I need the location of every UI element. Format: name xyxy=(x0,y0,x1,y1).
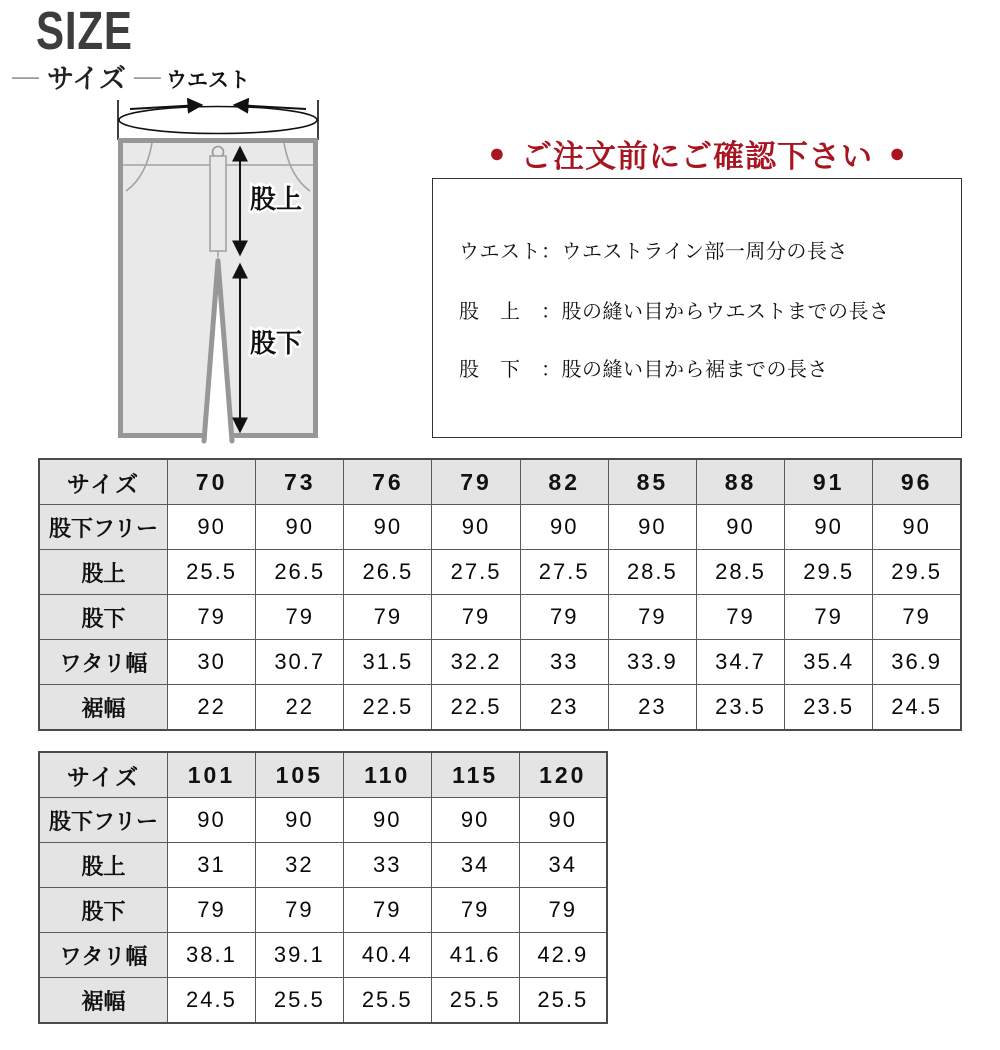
row-label-cell: 股上 xyxy=(39,843,168,888)
row-label-cell: 裾幅 xyxy=(39,685,168,731)
measurement-cell: 23.5 xyxy=(696,685,784,731)
measurement-cell: 79 xyxy=(520,595,608,640)
measurement-cell: 90 xyxy=(344,505,432,550)
size-column-header: 101 xyxy=(168,752,256,798)
table-row xyxy=(39,685,961,731)
measurement-cell: 23.5 xyxy=(785,685,873,731)
row-label-cell: 股下フリー xyxy=(39,798,168,843)
row-label-cell: 股下 xyxy=(39,888,168,933)
table-row xyxy=(39,798,607,843)
table-row xyxy=(39,595,961,640)
measurement-cell: 33 xyxy=(520,640,608,685)
row-label-cell: ワタリ幅 xyxy=(39,933,168,978)
notice-line-waist: ウエスト：ウエストライン部一周分の長さ xyxy=(459,241,848,263)
measurement-cell: 34 xyxy=(519,843,607,888)
measurement-cell: 26.5 xyxy=(344,550,432,595)
notice-heading xyxy=(432,132,962,174)
notice-heading-text: ご注文前にご確認下さい xyxy=(521,138,873,174)
size-column-header: 85 xyxy=(608,459,696,505)
measurement-cell: 31.5 xyxy=(344,640,432,685)
size-column-header: 110 xyxy=(343,752,431,798)
measurement-cell: 35.4 xyxy=(785,640,873,685)
measurement-cell: 22.5 xyxy=(344,685,432,731)
measurement-cell: 33 xyxy=(343,843,431,888)
measurement-cell: 79 xyxy=(431,888,519,933)
measurement-cell: 79 xyxy=(873,595,961,640)
fly-panel xyxy=(210,156,226,251)
measurement-cell: 79 xyxy=(696,595,784,640)
row-label-cell: 股上 xyxy=(39,550,168,595)
measurement-cell: 79 xyxy=(608,595,696,640)
measurement-cell: 31 xyxy=(168,843,256,888)
table-row xyxy=(39,978,607,1024)
measurement-cell: 40.4 xyxy=(343,933,431,978)
row-label-cell: ワタリ幅 xyxy=(39,640,168,685)
pants-measurement-diagram xyxy=(100,55,350,450)
measurement-cell: 33.9 xyxy=(608,640,696,685)
table-row xyxy=(39,640,961,685)
measurement-cell: 28.5 xyxy=(608,550,696,595)
page-title: SIZE xyxy=(36,1,133,61)
measurement-cell: 90 xyxy=(256,505,344,550)
measurement-cell: 79 xyxy=(432,595,520,640)
table-row xyxy=(39,505,961,550)
size-column-header: 88 xyxy=(696,459,784,505)
measurement-cell: 79 xyxy=(344,595,432,640)
measurement-cell: 90 xyxy=(608,505,696,550)
subtitle-text: サイズ xyxy=(47,64,126,94)
size-column-header: 76 xyxy=(344,459,432,505)
table-header-row xyxy=(39,459,961,505)
waist-ellipse-arrow xyxy=(119,107,317,134)
measurement-cell: 29.5 xyxy=(873,550,961,595)
measurement-cell: 90 xyxy=(520,505,608,550)
measurement-cell: 22.5 xyxy=(432,685,520,731)
measurement-cell: 38.1 xyxy=(168,933,256,978)
size-column-header: 82 xyxy=(520,459,608,505)
measurement-cell: 90 xyxy=(255,798,343,843)
size-table-corner-cell: サイズ xyxy=(39,459,168,505)
measurement-cell: 79 xyxy=(168,888,256,933)
measurement-cell: 36.9 xyxy=(873,640,961,685)
measurement-cell: 25.5 xyxy=(168,550,256,595)
size-table-large xyxy=(38,751,608,1024)
rise-label: 股上 xyxy=(250,184,303,214)
measurement-cell: 32.2 xyxy=(432,640,520,685)
table-row xyxy=(39,933,607,978)
size-column-header: 105 xyxy=(255,752,343,798)
measurement-cell: 27.5 xyxy=(432,550,520,595)
measurement-cell: 79 xyxy=(255,888,343,933)
notice-line-inseam: 股 下 ：股の縫い目から裾までの長さ xyxy=(459,359,828,381)
measurement-cell: 34.7 xyxy=(696,640,784,685)
size-column-header: 96 xyxy=(873,459,961,505)
measurement-cell: 90 xyxy=(519,798,607,843)
waist-measure-label: ウエスト xyxy=(166,69,250,92)
measurement-cell: 79 xyxy=(343,888,431,933)
measurement-cell: 90 xyxy=(343,798,431,843)
table-row xyxy=(39,550,961,595)
size-column-header: 79 xyxy=(432,459,520,505)
measurement-cell: 90 xyxy=(785,505,873,550)
bullet-icon-left: ● xyxy=(488,137,505,168)
measurement-cell: 25.5 xyxy=(431,978,519,1024)
measurement-cell: 39.1 xyxy=(255,933,343,978)
bullet-icon-right: ● xyxy=(889,137,906,168)
measurement-cell: 24.5 xyxy=(168,978,256,1024)
measurement-cell: 79 xyxy=(519,888,607,933)
measurement-cell: 27.5 xyxy=(520,550,608,595)
size-table-corner-cell: サイズ xyxy=(39,752,168,798)
size-column-header: 91 xyxy=(785,459,873,505)
measurement-cell: 23 xyxy=(608,685,696,731)
size-column-header: 70 xyxy=(168,459,256,505)
measurement-cell: 23 xyxy=(520,685,608,731)
size-column-header: 73 xyxy=(256,459,344,505)
subtitle-dash-right: — xyxy=(133,61,161,91)
measurement-cell: 25.5 xyxy=(255,978,343,1024)
size-column-header: 120 xyxy=(519,752,607,798)
measurement-cell: 29.5 xyxy=(785,550,873,595)
measurement-cell: 41.6 xyxy=(431,933,519,978)
measurement-cell: 90 xyxy=(168,798,256,843)
measurement-cell: 79 xyxy=(168,595,256,640)
table-row xyxy=(39,888,607,933)
notice-line-rise: 股 上 ：股の縫い目からウエストまでの長さ xyxy=(459,301,890,323)
notice-box xyxy=(432,178,962,438)
measurement-cell: 22 xyxy=(256,685,344,731)
measurement-cell: 90 xyxy=(168,505,256,550)
row-label-cell: 股下フリー xyxy=(39,505,168,550)
measurement-cell: 30.7 xyxy=(256,640,344,685)
measurement-cell: 24.5 xyxy=(873,685,961,731)
measurement-cell: 79 xyxy=(256,595,344,640)
measurement-cell: 30 xyxy=(168,640,256,685)
measurement-cell: 90 xyxy=(432,505,520,550)
measurement-cell: 90 xyxy=(696,505,784,550)
row-label-cell: 股下 xyxy=(39,595,168,640)
measurement-cell: 26.5 xyxy=(256,550,344,595)
measurement-cell: 79 xyxy=(785,595,873,640)
inseam-label: 股下 xyxy=(250,328,303,358)
table-row xyxy=(39,843,607,888)
size-column-header: 115 xyxy=(431,752,519,798)
measurement-cell: 34 xyxy=(431,843,519,888)
measurement-cell: 28.5 xyxy=(696,550,784,595)
size-table-regular xyxy=(38,458,962,731)
measurement-cell: 25.5 xyxy=(519,978,607,1024)
measurement-cell: 25.5 xyxy=(343,978,431,1024)
measurement-cell: 90 xyxy=(873,505,961,550)
measurement-cell: 42.9 xyxy=(519,933,607,978)
measurement-cell: 90 xyxy=(431,798,519,843)
measurement-cell: 22 xyxy=(168,685,256,731)
row-label-cell: 裾幅 xyxy=(39,978,168,1024)
measurement-cell: 32 xyxy=(255,843,343,888)
table-header-row xyxy=(39,752,607,798)
subtitle-dash-left: — xyxy=(12,61,39,91)
